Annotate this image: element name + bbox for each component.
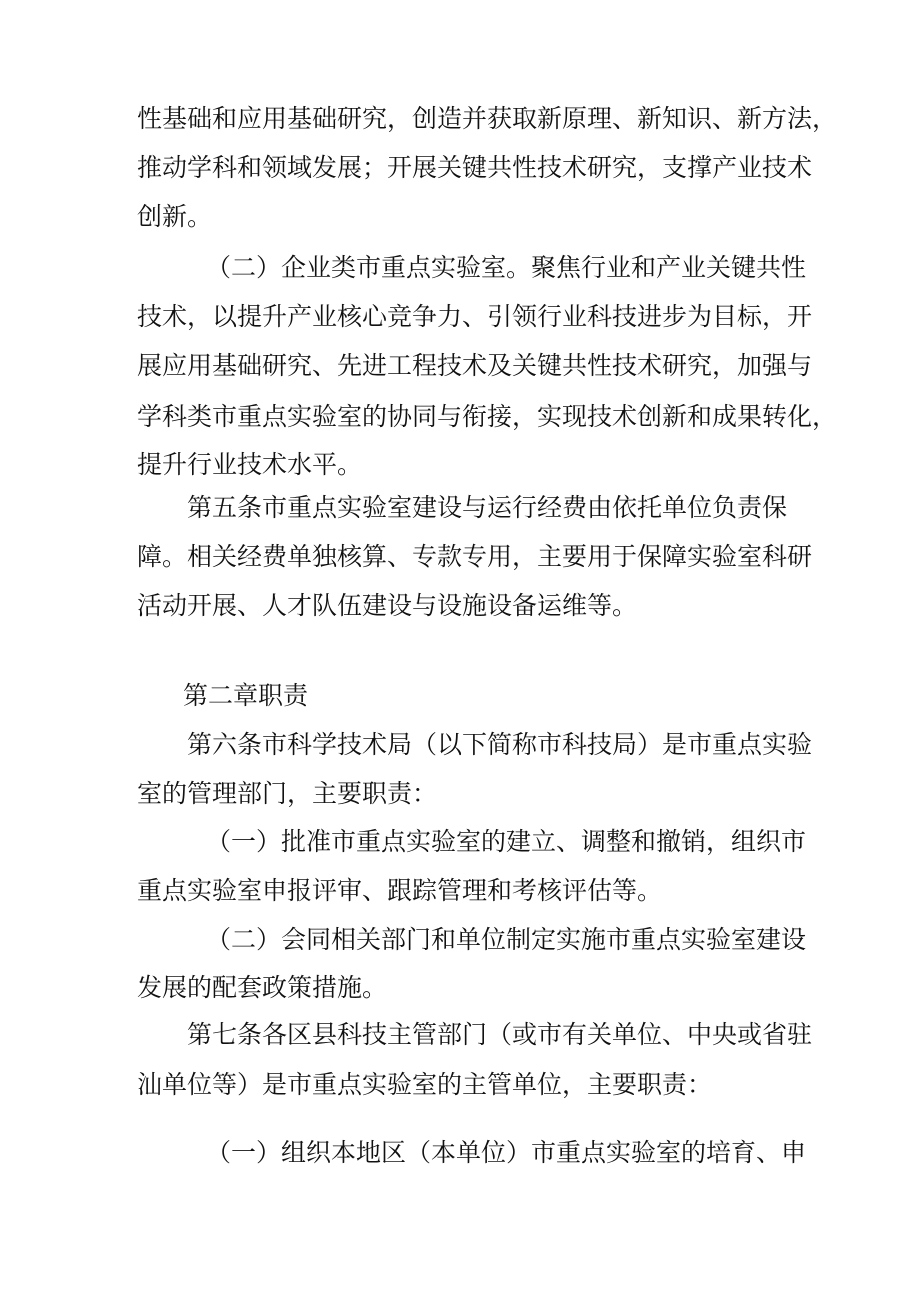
- paragraph-line: 汕单位等）是市重点实验室的主管单位，主要职责：: [137, 1070, 713, 1099]
- paragraph-line: 推动学科和领域发展；开展关键共性技术研究，支撑产业技术: [137, 153, 813, 182]
- paragraph-line: 提升行业技术水平。: [137, 450, 363, 479]
- paragraph-line: （一）批准市重点实验室的建立、调整和撤销，组织市: [206, 827, 807, 856]
- paragraph-line: （二）会同相关部门和单位制定实施市重点实验室建设: [206, 925, 807, 954]
- paragraph-line: 展应用基础研究、先进工程技术及关键共性技术研究，加强与: [137, 351, 813, 380]
- paragraph-line: 创新。: [137, 202, 213, 231]
- paragraph-line: 第七条各区县科技主管部门（或市有关单位、中央或省驻: [187, 1020, 813, 1049]
- paragraph-line: （一）组织本地区（本单位）市重点实验室的培育、申: [206, 1138, 807, 1167]
- paragraph-line: 室的管理部门，主要职责：: [137, 779, 438, 808]
- paragraph-line: （二）企业类市重点实验室。聚焦行业和产业关键共性: [206, 253, 807, 282]
- paragraph-line: 第五条市重点实验室建设与运行经费由依托单位负责保: [187, 493, 788, 522]
- paragraph-line: 性基础和应用基础研究，创造并获取新原理、新知识、新方法，: [137, 104, 838, 133]
- paragraph-line: 活动开展、人才队伍建设与设施设备运维等。: [137, 591, 638, 620]
- paragraph-line: 第六条市科学技术局（以下简称市科技局）是市重点实验: [187, 730, 813, 759]
- paragraph-line: 发展的配套政策措施。: [137, 973, 388, 1002]
- paragraph-line: 障。相关经费单独核算、专款专用，主要用于保障实验室科研: [137, 542, 813, 571]
- paragraph-line: 重点实验室申报评审、跟踪管理和考核评估等。: [137, 876, 663, 905]
- chapter-heading: 第二章职责: [183, 681, 309, 710]
- paragraph-line: 技术，以提升产业核心竞争力、引领行业科技进步为目标，开: [137, 302, 813, 331]
- paragraph-line: 学科类市重点实验室的协同与衔接，实现技术创新和成果转化，: [137, 402, 838, 431]
